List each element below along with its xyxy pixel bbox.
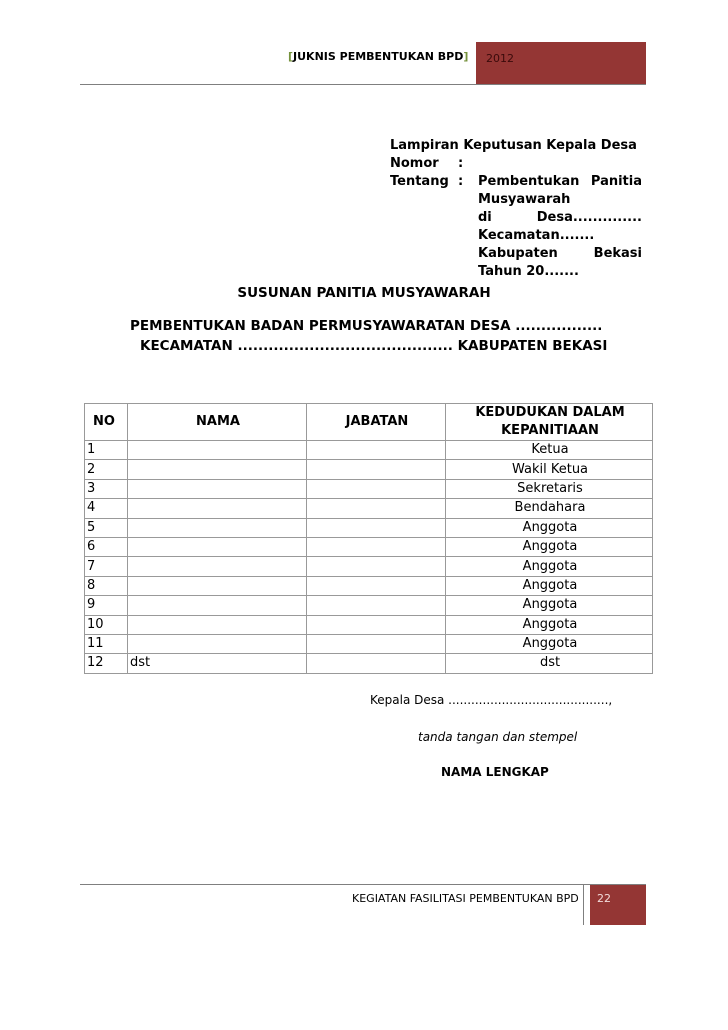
cell-jabatan [307, 479, 446, 498]
cell-nama [128, 557, 307, 576]
cell-jabatan [307, 499, 446, 518]
cell-nama [128, 615, 307, 634]
table-row [85, 518, 653, 537]
header-year: 2012 [486, 52, 514, 65]
cell-no: 5 [85, 518, 128, 537]
cell-kedudukan: Anggota [446, 576, 653, 595]
cell-no: 10 [85, 615, 128, 634]
tentang-word: Pembentukan [478, 174, 580, 189]
cell-jabatan [307, 441, 446, 460]
cell-kedudukan: Anggota [446, 518, 653, 537]
tentang-word: Kecamatan....... [478, 228, 595, 243]
nomor-label: Nomor [390, 156, 439, 171]
table-body [85, 441, 653, 674]
cell-jabatan [307, 596, 446, 615]
header-year-box [476, 42, 646, 84]
cell-no: 2 [85, 460, 128, 479]
cell-jabatan [307, 654, 446, 673]
table-row [85, 615, 653, 634]
header-divider [80, 84, 646, 85]
subtitle-line2: KECAMATAN .......................................... KABUPATEN BEKASI [140, 338, 608, 354]
table-header-row [85, 404, 653, 441]
tentang-word: Bekasi [593, 246, 642, 261]
cell-no: 8 [85, 576, 128, 595]
table-row [85, 557, 653, 576]
panitia-table [84, 403, 653, 674]
cell-jabatan [307, 576, 446, 595]
cell-nama [128, 441, 307, 460]
header-no: NO [85, 404, 128, 441]
header-title-text: JUKNIS PEMBENTUKAN BPD [293, 50, 464, 63]
table-row [85, 596, 653, 615]
table-row [85, 537, 653, 556]
cell-jabatan [307, 460, 446, 479]
table-row [85, 576, 653, 595]
header-kedudukan: KEDUDUKAN DALAM KEPANITIAAN [446, 404, 653, 441]
cell-no: 3 [85, 479, 128, 498]
lampiran-block [390, 137, 642, 281]
tentang-word: Tahun 20....... [478, 264, 579, 279]
cell-nama: dst [128, 654, 307, 673]
cell-nama [128, 596, 307, 615]
cell-no: 1 [85, 441, 128, 460]
footer-text: KEGIATAN FASILITASI PEMBENTUKAN BPD [352, 892, 579, 905]
table-row [85, 479, 653, 498]
table-row [85, 654, 653, 673]
tentang-label: Tentang [390, 174, 449, 189]
kepala-desa-line: Kepala Desa .........................................., [370, 693, 613, 707]
cell-kedudukan: Anggota [446, 557, 653, 576]
tentang-colon: : [458, 174, 464, 189]
nomor-colon: : [458, 156, 464, 171]
cell-kedudukan: Sekretaris [446, 479, 653, 498]
cell-kedudukan: Ketua [446, 441, 653, 460]
cell-jabatan [307, 537, 446, 556]
tentang-value [478, 173, 642, 281]
cell-no: 11 [85, 634, 128, 653]
header-nama: NAMA [128, 404, 307, 441]
tentang-word: di [478, 210, 492, 225]
table-row [85, 499, 653, 518]
nomor-row [390, 155, 642, 173]
footer-divider [80, 884, 646, 885]
cell-nama [128, 479, 307, 498]
cell-jabatan [307, 615, 446, 634]
cell-jabatan [307, 634, 446, 653]
cell-kedudukan: dst [446, 654, 653, 673]
bracket-open: [ [288, 50, 294, 63]
cell-no: 6 [85, 537, 128, 556]
bracket-close: ] [463, 50, 469, 63]
cell-nama [128, 537, 307, 556]
cell-no: 9 [85, 596, 128, 615]
cell-kedudukan: Wakil Ketua [446, 460, 653, 479]
cell-kedudukan: Anggota [446, 634, 653, 653]
cell-kedudukan: Anggota [446, 596, 653, 615]
cell-kedudukan: Anggota [446, 537, 653, 556]
cell-nama [128, 460, 307, 479]
cell-nama [128, 634, 307, 653]
cell-no: 4 [85, 499, 128, 518]
footer-separator [583, 885, 584, 925]
cell-jabatan [307, 518, 446, 537]
signature-note: tanda tangan dan stempel [418, 730, 578, 744]
tentang-word: Desa.............. [536, 210, 642, 225]
main-title: SUSUNAN PANITIA MUSYAWARAH [237, 285, 491, 301]
signatory-name: NAMA LENGKAP [441, 765, 549, 779]
table-row [85, 460, 653, 479]
subtitle-line1: PEMBENTUKAN BADAN PERMUSYAWARATAN DESA ................. [130, 318, 603, 334]
page-number: 22 [597, 892, 611, 905]
cell-jabatan [307, 557, 446, 576]
tentang-row [390, 173, 642, 281]
cell-kedudukan: Bendahara [446, 499, 653, 518]
tentang-word: Kabupaten [478, 246, 558, 261]
header-title [288, 50, 468, 63]
cell-no: 12 [85, 654, 128, 673]
header-jabatan: JABATAN [307, 404, 446, 441]
table-row [85, 441, 653, 460]
tentang-word: Musyawarah [478, 192, 571, 207]
table-row [85, 634, 653, 653]
lampiran-line1: Lampiran Keputusan Kepala Desa [390, 138, 637, 153]
cell-no: 7 [85, 557, 128, 576]
cell-nama [128, 576, 307, 595]
tentang-word: Panitia [590, 174, 642, 189]
cell-kedudukan: Anggota [446, 615, 653, 634]
cell-nama [128, 518, 307, 537]
cell-nama [128, 499, 307, 518]
page-number-box [590, 885, 646, 925]
